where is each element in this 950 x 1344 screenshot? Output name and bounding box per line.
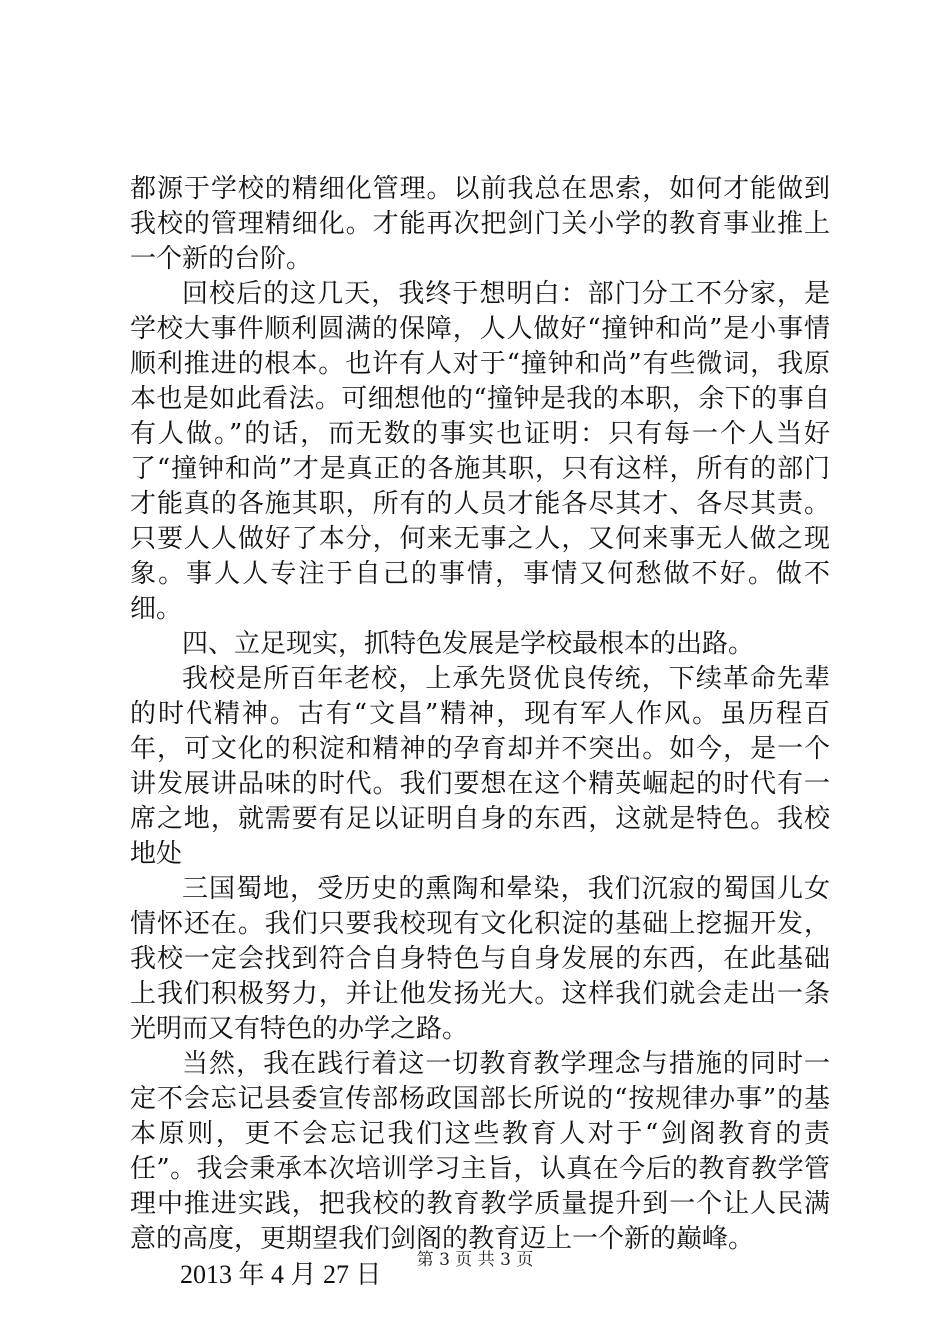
- section-heading-four: 四、立足现实，抓特色发展是学校最根本的出路。: [182, 629, 755, 659]
- document-date: 2013 年 4 月 27 日: [180, 1260, 382, 1289]
- document-body: [130, 172, 830, 1292]
- page-footer: 第 3 页 共 3 页: [416, 1250, 534, 1270]
- paragraph-century-school: 我校是所百年老校，上承先贤优良传统，下续革命先辈的时代精神。古有“文昌”精神，现有军人作风。虽历程百年，可文化的积淀和精神的孕育却并不突出。如今，是一个讲发展讲品味的时代。我们要想在这个精英崛起的时代有一席之地，就需要有足以证明自身的东西，这就是特色。我校地处: [130, 664, 830, 869]
- paragraph-division-of-labor: 回校后的这几天，我终于想明白：部门分工不分家，是学校大事件顺利圆满的保障，人人做好“撞钟和尚”是小事情顺利推进的根本。也许有人对于“撞钟和尚”有些微词，我原本也是如此看法。可细想他的“撞钟是我的本职，余下的事自有人做。”的话，而无数的事实也证明：只有每一个人当好了“撞钟和尚”才是真正的各施其职，只有这样，所有的部门才能真的各施其职，所有的人员才能各尽其才、各尽其责。只要人人做好了本分，何来无事之人，又何来事无人做之现象。事人人专注于自己的事情，事情又何愁做不好。做不细。: [130, 279, 830, 624]
- paragraph-continuation: 都源于学校的精细化管理。以前我总在思索，如何才能做到我校的管理精细化。才能再次把剑门关小学的教育事业推上一个新的台阶。: [130, 174, 830, 274]
- paragraph-three-kingdoms: 三国蜀地，受历史的熏陶和晕染，我们沉寂的蜀国儿女情怀还在。我们只要我校现有文化积淀的基础上挖掘开发，我校一定会找到符合自身特色与自身发展的东西，在此基础上我们积极努力，并让他发扬光大。这样我们就会走出一条光明而又有特色的办学之路。: [130, 874, 830, 1044]
- paragraph-conclusion: 当然，我在践行着这一切教育教学理念与措施的同时一定不会忘记县委宣传部杨政国部长所说的“按规律办事”的基本原则，更不会忘记我们这些教育人对于“剑阁教育的责任”。我会秉承本次培训学习主旨，认真在今后的教育教学管理中推进实践，把我校的教育教学质量提升到一个让人民满意的高度，更期望我们剑阁的教育迈上一个新的巅峰。: [130, 1049, 830, 1254]
